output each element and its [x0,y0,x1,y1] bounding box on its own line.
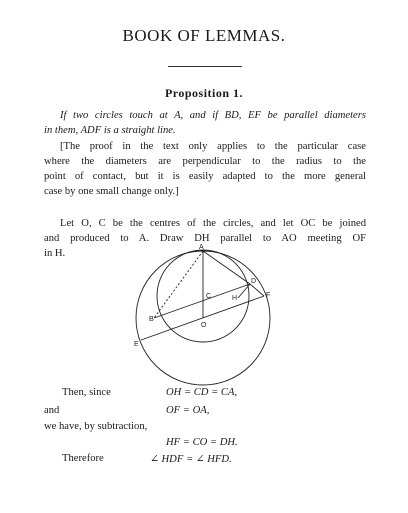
proof-lead: Therefore [62,453,104,464]
note-line: case by one small change only.] [44,186,179,197]
label-d: D [251,278,257,285]
proof-equation: OF = OA, [166,405,210,416]
label-c: C [206,293,212,300]
label-a: A [199,244,204,251]
proof-lead: and [44,405,60,416]
proof-equation: OH = CD = CA, [166,387,238,398]
note-line: where the diameters are perpendicular to the radius to the [44,156,366,167]
proposition-heading: Proposition 1. [164,86,244,100]
label-o: O [201,322,207,329]
label-h: H [232,295,238,302]
book-title: BOOK OF LEMMAS. [122,26,286,45]
proof-equation: HF = CO = DH. [166,437,238,448]
label-f: F [266,292,271,299]
line-ab [154,251,203,318]
proof-text: we have, by subtraction, [44,421,148,432]
enunciation-line: If two circles touch at A, and if BD, EF be parallel diameters [60,110,366,121]
proof-lead: Then, since [62,387,111,398]
diameter-ef [141,296,264,340]
note-line: point of contact, but it is easily adapted to the more general [44,171,366,182]
construction-line: Let O, C be the centres of the circles, and let OC be joined [60,218,366,229]
enunciation-line: in them, ADF is a straight line. [44,125,176,136]
note-line: [The proof in the text only applies to the particular case [60,141,366,152]
label-b: B [149,316,154,323]
proof-equation: ∠ HDF = ∠ HFD. [150,454,232,465]
construction-line: and produced to A. Draw DH parallel to AO meeting OF [44,233,366,244]
construction-line: in H. [44,248,66,259]
label-e: E [134,341,139,348]
